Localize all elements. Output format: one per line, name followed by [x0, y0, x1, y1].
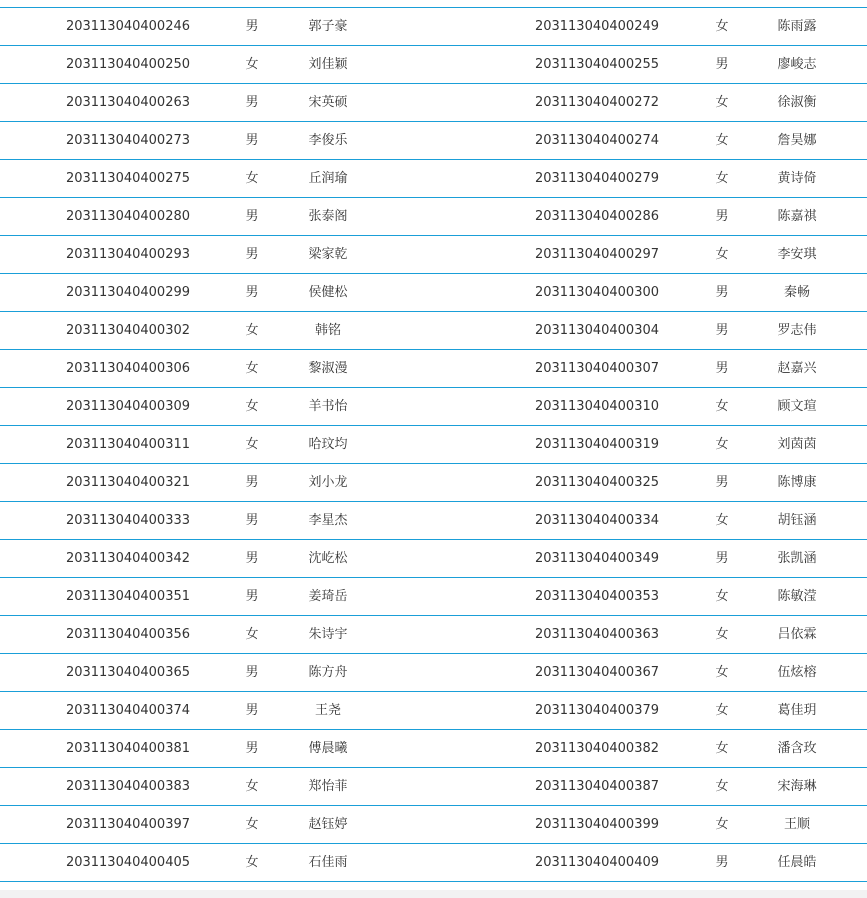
- left-student-id: 203113040400405: [65, 855, 191, 870]
- right-student-id: 203113040400286: [534, 209, 660, 224]
- left-name: 沈屹松: [308, 551, 348, 566]
- right-student-id: 203113040400353: [534, 589, 660, 604]
- right-gender: 女: [715, 437, 729, 452]
- left-name: 郭子豪: [308, 19, 348, 34]
- left-student-id: 203113040400374: [65, 703, 191, 718]
- right-student-id: 203113040400334: [534, 513, 660, 528]
- table-row: [0, 84, 867, 122]
- left-student-id: 203113040400351: [65, 589, 191, 604]
- left-name: 侯健松: [308, 285, 348, 300]
- left-gender: 男: [245, 589, 259, 604]
- right-gender: 女: [715, 627, 729, 642]
- right-student-id: 203113040400319: [534, 437, 660, 452]
- table-row: [0, 426, 867, 464]
- left-gender: 女: [245, 779, 259, 794]
- table-row: [0, 654, 867, 692]
- right-gender: 女: [715, 247, 729, 262]
- left-gender: 女: [245, 171, 259, 186]
- right-name: 吕依霖: [777, 627, 817, 642]
- left-name: 朱诗宇: [308, 627, 348, 642]
- right-gender: 女: [715, 133, 729, 148]
- table-row: [0, 616, 867, 654]
- right-name: 秦畅: [783, 285, 810, 300]
- table-row: [0, 312, 867, 350]
- table-row: [0, 274, 867, 312]
- right-student-id: 203113040400399: [534, 817, 660, 832]
- table-row: [0, 768, 867, 806]
- left-name: 刘小龙: [308, 475, 348, 490]
- right-name: 廖峻志: [777, 57, 817, 72]
- right-gender: 女: [715, 19, 729, 34]
- right-name: 王顺: [783, 817, 810, 832]
- right-name: 伍炫榕: [777, 665, 817, 680]
- left-name: 羊书怡: [308, 399, 348, 414]
- right-name: 陈敏滢: [777, 589, 817, 604]
- table-row: [0, 198, 867, 236]
- right-student-id: 203113040400304: [534, 323, 660, 338]
- right-name: 罗志伟: [777, 323, 817, 338]
- left-gender: 女: [245, 437, 259, 452]
- right-gender: 男: [715, 57, 729, 72]
- left-gender: 男: [245, 475, 259, 490]
- right-name: 任晨皓: [777, 855, 817, 870]
- left-name: 李星杰: [308, 513, 348, 528]
- right-student-id: 203113040400272: [534, 95, 660, 110]
- table-row: [0, 8, 867, 46]
- right-name: 潘含玫: [777, 741, 817, 756]
- table-row: [0, 236, 867, 274]
- left-name: 赵钰婷: [308, 817, 348, 832]
- left-gender: 男: [245, 703, 259, 718]
- right-gender: 男: [715, 209, 729, 224]
- left-gender: 女: [245, 855, 259, 870]
- left-student-id: 203113040400250: [65, 57, 191, 72]
- left-name: 陈方舟: [308, 665, 348, 680]
- right-student-id: 203113040400409: [534, 855, 660, 870]
- student-roster-table: [0, 7, 867, 882]
- left-student-id: 203113040400311: [65, 437, 191, 452]
- table-row: [0, 806, 867, 844]
- right-gender: 男: [715, 323, 729, 338]
- right-gender: 男: [715, 285, 729, 300]
- left-name: 傅晨曦: [308, 741, 348, 756]
- left-gender: 女: [245, 399, 259, 414]
- left-student-id: 203113040400397: [65, 817, 191, 832]
- right-student-id: 203113040400274: [534, 133, 660, 148]
- left-name: 李俊乐: [308, 133, 348, 148]
- right-gender: 女: [715, 703, 729, 718]
- left-gender: 女: [245, 817, 259, 832]
- left-name: 黎淑漫: [308, 361, 348, 376]
- right-student-id: 203113040400310: [534, 399, 660, 414]
- left-gender: 男: [245, 741, 259, 756]
- table-row: [0, 730, 867, 768]
- right-student-id: 203113040400249: [534, 19, 660, 34]
- left-name: 丘润瑜: [308, 171, 348, 186]
- right-name: 黄诗倚: [777, 171, 817, 186]
- right-student-id: 203113040400307: [534, 361, 660, 376]
- left-student-id: 203113040400356: [65, 627, 191, 642]
- right-name: 詹昊娜: [777, 133, 817, 148]
- left-name: 哈玟均: [308, 437, 348, 452]
- left-student-id: 203113040400263: [65, 95, 191, 110]
- right-gender: 女: [715, 665, 729, 680]
- left-student-id: 203113040400275: [65, 171, 191, 186]
- right-name: 陈雨露: [777, 19, 817, 34]
- right-student-id: 203113040400325: [534, 475, 660, 490]
- right-name: 李安琪: [777, 247, 817, 262]
- right-gender: 女: [715, 399, 729, 414]
- table-row: [0, 160, 867, 198]
- left-name: 梁家乾: [308, 247, 348, 262]
- table-row: [0, 692, 867, 730]
- left-name: 石佳雨: [308, 855, 348, 870]
- right-gender: 男: [715, 475, 729, 490]
- right-student-id: 203113040400367: [534, 665, 660, 680]
- right-name: 葛佳玥: [777, 703, 817, 718]
- right-student-id: 203113040400387: [534, 779, 660, 794]
- right-gender: 男: [715, 551, 729, 566]
- right-gender: 女: [715, 741, 729, 756]
- right-name: 刘茵茵: [777, 437, 817, 452]
- left-student-id: 203113040400309: [65, 399, 191, 414]
- right-gender: 女: [715, 817, 729, 832]
- right-student-id: 203113040400297: [534, 247, 660, 262]
- right-student-id: 203113040400349: [534, 551, 660, 566]
- right-gender: 女: [715, 513, 729, 528]
- left-name: 张泰阁: [308, 209, 348, 224]
- left-student-id: 203113040400306: [65, 361, 191, 376]
- left-student-id: 203113040400280: [65, 209, 191, 224]
- right-gender: 男: [715, 855, 729, 870]
- right-student-id: 203113040400255: [534, 57, 660, 72]
- left-student-id: 203113040400365: [65, 665, 191, 680]
- left-gender: 男: [245, 95, 259, 110]
- left-student-id: 203113040400273: [65, 133, 191, 148]
- left-gender: 男: [245, 665, 259, 680]
- right-name: 徐淑衡: [777, 95, 817, 110]
- right-gender: 男: [715, 361, 729, 376]
- left-gender: 男: [245, 551, 259, 566]
- left-student-id: 203113040400302: [65, 323, 191, 338]
- right-student-id: 203113040400382: [534, 741, 660, 756]
- left-student-id: 203113040400342: [65, 551, 191, 566]
- table-row: [0, 502, 867, 540]
- left-gender: 男: [245, 285, 259, 300]
- left-gender: 男: [245, 209, 259, 224]
- left-student-id: 203113040400293: [65, 247, 191, 262]
- right-gender: 女: [715, 95, 729, 110]
- right-name: 陈博康: [777, 475, 817, 490]
- right-name: 赵嘉兴: [777, 361, 817, 376]
- right-name: 张凯涵: [777, 551, 817, 566]
- left-student-id: 203113040400246: [65, 19, 191, 34]
- right-student-id: 203113040400379: [534, 703, 660, 718]
- table-row: [0, 844, 867, 882]
- right-gender: 女: [715, 779, 729, 794]
- right-gender: 女: [715, 589, 729, 604]
- left-gender: 女: [245, 57, 259, 72]
- left-gender: 女: [245, 361, 259, 376]
- left-student-id: 203113040400381: [65, 741, 191, 756]
- table-row: [0, 122, 867, 160]
- left-gender: 男: [245, 19, 259, 34]
- left-student-id: 203113040400299: [65, 285, 191, 300]
- left-student-id: 203113040400333: [65, 513, 191, 528]
- table-row: [0, 46, 867, 84]
- left-name: 姜琦岳: [308, 589, 348, 604]
- right-student-id: 203113040400300: [534, 285, 660, 300]
- right-student-id: 203113040400363: [534, 627, 660, 642]
- table-row: [0, 350, 867, 388]
- table-row: [0, 464, 867, 502]
- left-name: 韩铭: [314, 323, 341, 338]
- left-name: 郑怡菲: [308, 779, 348, 794]
- right-name: 胡钰涵: [777, 513, 817, 528]
- left-gender: 男: [245, 133, 259, 148]
- table-row: [0, 540, 867, 578]
- right-gender: 女: [715, 171, 729, 186]
- left-name: 刘佳颖: [308, 57, 348, 72]
- table-row: [0, 578, 867, 616]
- left-name: 宋英硕: [308, 95, 348, 110]
- left-gender: 男: [245, 247, 259, 262]
- left-name: 王尧: [314, 703, 341, 718]
- left-gender: 女: [245, 323, 259, 338]
- right-name: 陈嘉祺: [777, 209, 817, 224]
- right-name: 宋海琳: [777, 779, 817, 794]
- right-name: 顾文瑄: [777, 399, 817, 414]
- left-student-id: 203113040400321: [65, 475, 191, 490]
- left-gender: 男: [245, 513, 259, 528]
- table-row: [0, 388, 867, 426]
- left-student-id: 203113040400383: [65, 779, 191, 794]
- left-gender: 女: [245, 627, 259, 642]
- right-student-id: 203113040400279: [534, 171, 660, 186]
- bottom-gray-strip: [0, 890, 867, 898]
